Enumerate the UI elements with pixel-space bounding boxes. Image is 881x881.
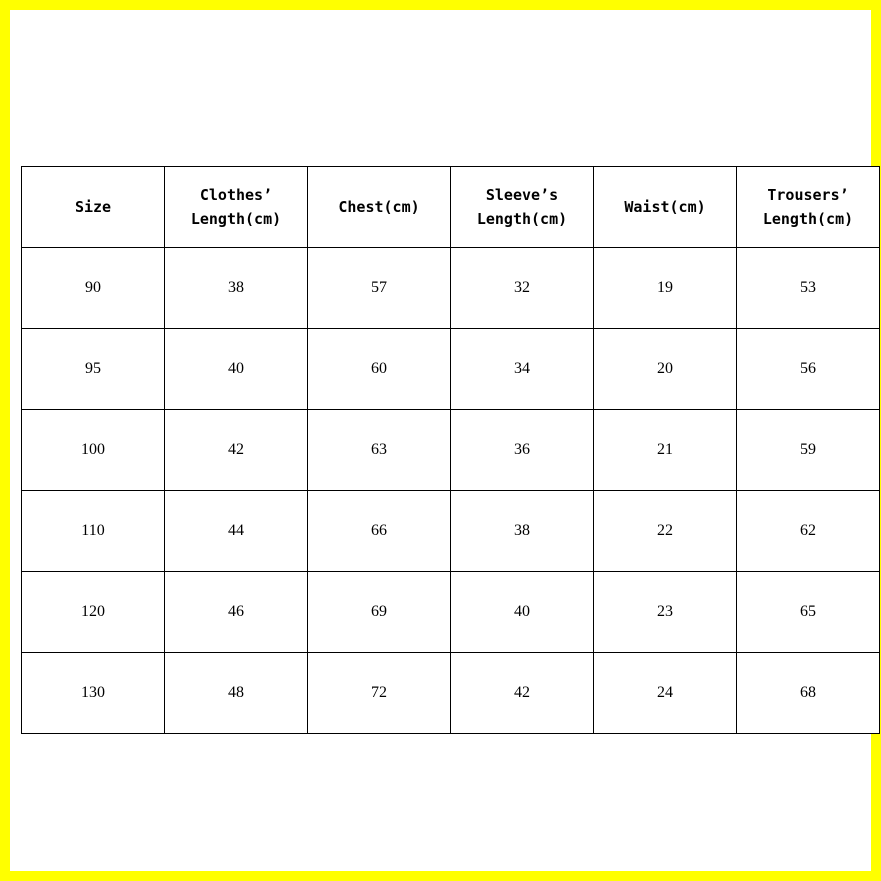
chest-cell: 60 [308,329,451,410]
waist-cell: 23 [594,572,737,653]
trousers-length-cell: 65 [737,572,880,653]
trousers-length-cell: 68 [737,653,880,734]
header-sleeve-length [451,167,594,248]
waist-cell: 20 [594,329,737,410]
trousers-length-cell: 56 [737,329,880,410]
chest-cell: 72 [308,653,451,734]
sleeve-length-cell: 36 [451,410,594,491]
chest-cell: 57 [308,248,451,329]
sleeve-length-cell: 40 [451,572,594,653]
waist-cell: 22 [594,491,737,572]
clothes-length-cell: 48 [165,653,308,734]
header-clothes-length [165,167,308,248]
chest-cell: 66 [308,491,451,572]
header-trousers-length [737,167,880,248]
waist-cell: 21 [594,410,737,491]
trousers-length-cell: 59 [737,410,880,491]
table-row [22,491,880,572]
sleeve-length-cell: 32 [451,248,594,329]
header-waist [594,167,737,248]
size-cell: 130 [22,653,165,734]
sleeve-length-cell: 34 [451,329,594,410]
header-size [22,167,165,248]
sleeve-length-cell: 38 [451,491,594,572]
header-trousers-length-line-1: Trousers’ [767,186,849,204]
clothes-length-cell: 44 [165,491,308,572]
header-sleeve-length-line-1: Sleeve’s [485,186,559,204]
header-row [22,167,880,248]
waist-cell: 24 [594,653,737,734]
table-row [22,410,880,491]
header-clothes-length-line-1: Clothes’ [199,186,273,204]
clothes-length-cell: 42 [165,410,308,491]
header-clothes-length-line-2: Length(cm) [190,210,282,228]
header-waist-line-1: Waist(cm) [624,198,706,216]
header-chest-line-1: Chest(cm) [338,198,420,216]
trousers-length-cell: 53 [737,248,880,329]
table-row [22,329,880,410]
chest-cell: 69 [308,572,451,653]
waist-cell: 19 [594,248,737,329]
header-trousers-length-line-2: Length(cm) [762,210,854,228]
size-cell: 100 [22,410,165,491]
clothes-length-cell: 46 [165,572,308,653]
clothes-length-cell: 40 [165,329,308,410]
clothes-length-cell: 38 [165,248,308,329]
header-chest [308,167,451,248]
sleeve-length-cell: 42 [451,653,594,734]
size-chart-table [21,166,880,734]
trousers-length-cell: 62 [737,491,880,572]
table-row [22,653,880,734]
size-cell: 95 [22,329,165,410]
chest-cell: 63 [308,410,451,491]
size-cell: 120 [22,572,165,653]
table-row [22,572,880,653]
table-row [22,248,880,329]
header-size-line-1: Size [74,198,112,216]
size-cell: 90 [22,248,165,329]
size-cell: 110 [22,491,165,572]
header-sleeve-length-line-2: Length(cm) [476,210,568,228]
